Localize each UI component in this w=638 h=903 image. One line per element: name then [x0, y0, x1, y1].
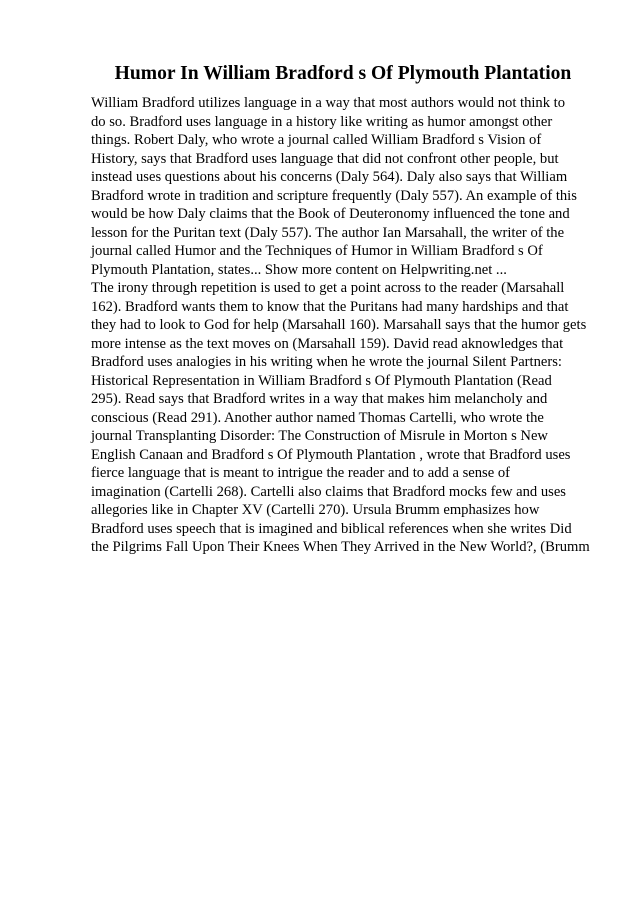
- body-line: conscious (Read 291). Another author named Thomas Cartelli, who wrote the: [91, 409, 544, 426]
- body-line: 162). Bradford wants them to know that the Puritans had many hardships and that: [91, 298, 569, 315]
- body-line: William Bradford utilizes language in a way that most authors would not think to: [91, 95, 566, 111]
- body-line: Historical Representation in William Bradford s Of Plymouth Plantation (Read: [91, 372, 552, 389]
- document-body: [91, 94, 611, 557]
- body-line: imagination (Cartelli 268). Cartelli also claims that Bradford mocks few and uses: [91, 483, 566, 500]
- body-line: journal Transplanting Disorder: The Construction of Misrule in Morton s New: [91, 428, 548, 444]
- document-title: Humor In William Bradford s Of Plymouth Plantation: [114, 63, 572, 84]
- body-line: would be how Daly claims that the Book of Deuteronomy influenced the tone and: [91, 206, 570, 222]
- body-line: fierce language that is meant to intrigue the reader and to add a sense of: [91, 465, 510, 481]
- body-line: instead uses questions about his concerns (Daly 564). Daly also says that William: [91, 169, 568, 185]
- body-line: English Canaan and Bradford s Of Plymouth Plantation , wrote that Bradford uses: [91, 446, 571, 463]
- body-line: they had to look to God for help (Marsahall 160). Marsahall says that the humor gets: [91, 317, 587, 333]
- body-line: History, says that Bradford uses language that did not confront other people, but: [91, 150, 559, 167]
- body-line: Bradford wrote in tradition and scripture frequently (Daly 557). An example of this: [91, 187, 577, 204]
- body-line: 295). Read says that Bradford writes in a way that makes him melancholy and: [91, 391, 548, 407]
- body-line: journal called Humor and the Techniques of Humor in William Bradford s Of: [91, 243, 543, 259]
- body-line: the Pilgrims Fall Upon Their Knees When They Arrived in the New World?, (Brumm: [91, 539, 590, 555]
- body-line: Plymouth Plantation, states... Show more content on Helpwriting.net ...: [91, 261, 507, 278]
- body-line: things. Robert Daly, who wrote a journal called William Bradford s Vision of: [91, 132, 542, 148]
- body-line: The irony through repetition is used to get a point across to the reader (Marsahall: [91, 280, 565, 296]
- body-line: Bradford uses analogies in his writing when he wrote the journal Silent Partners:: [91, 354, 562, 370]
- body-line: allegories like in Chapter XV (Cartelli 270). Ursula Brumm emphasizes how: [91, 502, 540, 518]
- body-line: Bradford uses speech that is imagined and biblical references when she writes Did: [91, 520, 572, 537]
- body-line: lesson for the Puritan text (Daly 557). The author Ian Marsahall, the writer of the: [91, 224, 565, 241]
- body-line: more intense as the text moves on (Marsahall 159). David read aknowledges that: [91, 335, 564, 352]
- body-line: do so. Bradford uses language in a history like writing as humor amongst other: [91, 113, 553, 130]
